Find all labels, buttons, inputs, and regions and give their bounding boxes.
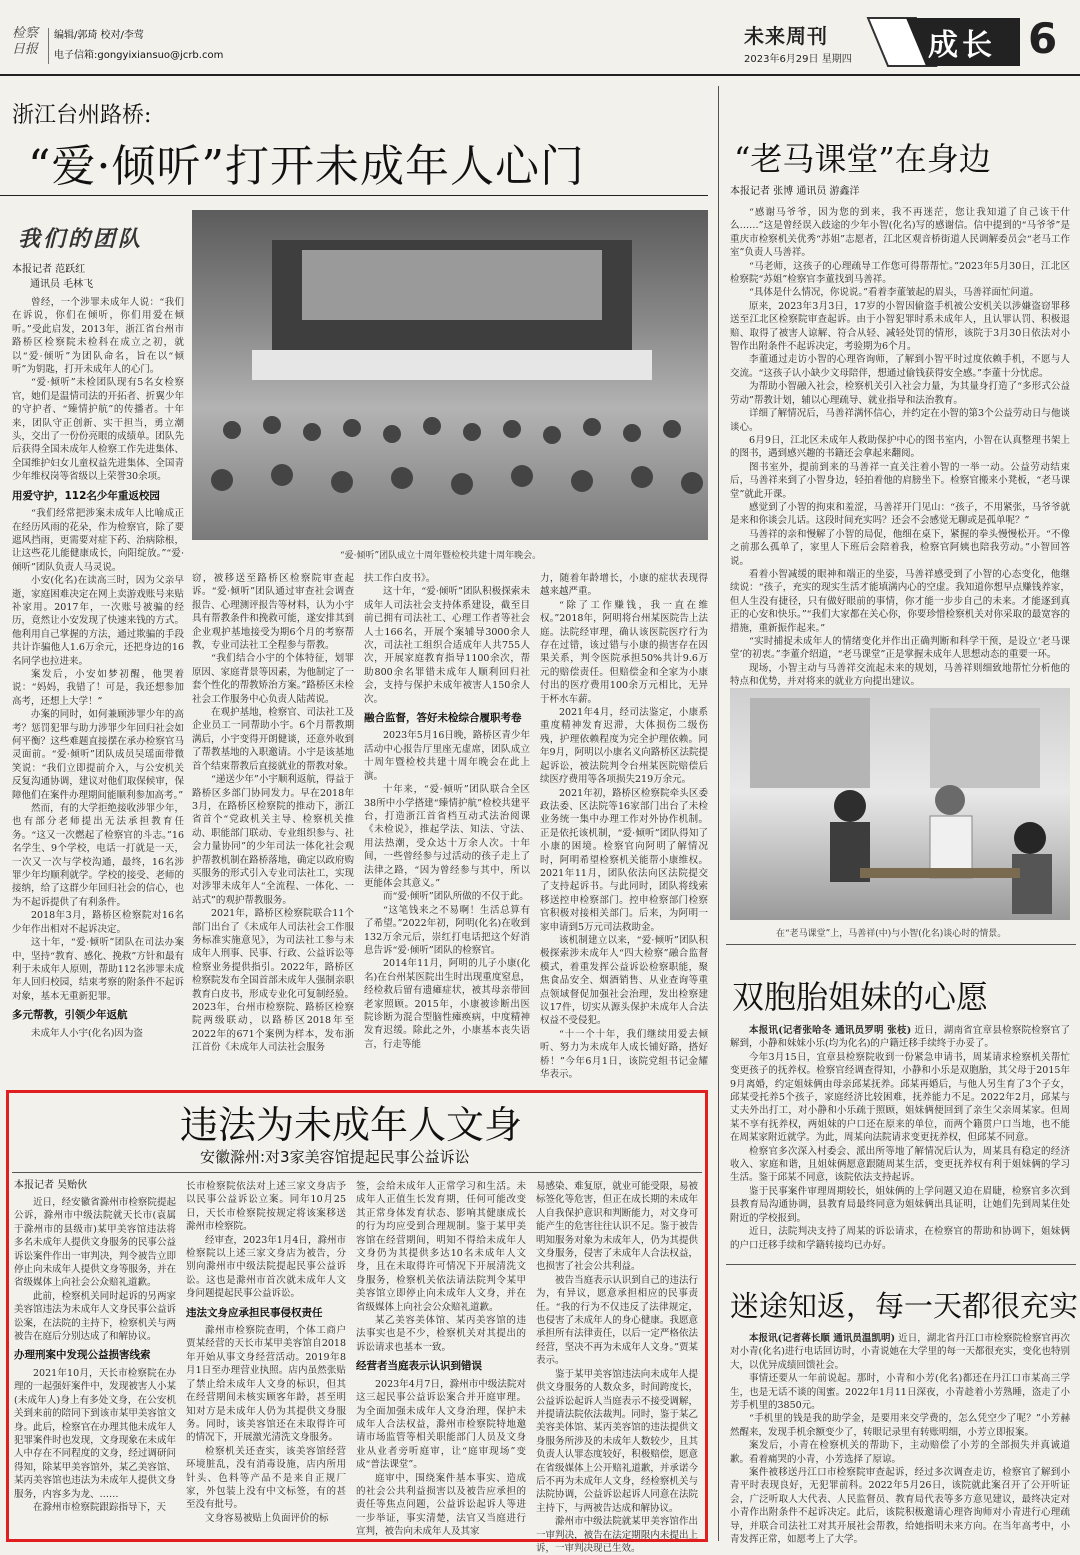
paragraph: 原来，2023年3月3日，17岁的小智因偷盗手机被公安机关以涉嫌盗窃罪移送至江北区检察院审查起诉。由于小智犯罪时系未成年人，且认罪认罚、积极退赔、取得了被害人谅解、符合从轻、减轻处罚的情形，该院于3月30日依法对小智作出附条件不起诉决定，考验期为6个月。 [730,300,1070,353]
lost-byline: 本报讯(记者蒋长顺 通讯员温凯明) [749,1333,896,1344]
lead-byline [12,262,93,292]
paragraph: 庭审中，围绕案件基本事实、造成的社会公共利益损害以及被告应承担的责任等焦点问题，公益诉讼起诉人等进一步举证，事实清楚，法官又当庭进行宣判，被告向未成年人及其家 [356,1472,526,1538]
feature-subhead-1: 办理刑案中发现公益损害线索 [14,1349,151,1362]
paragraph [730,1024,1070,1051]
paragraph: 经审查，2023年1月4日，滁州市检察院以上述三家文身店为被告，分别向滁州市中级法院提起民事公益诉讼。这也是滁州市首次就未成年人文身问题提起民事公益诉讼。 [186,1234,346,1300]
paragraph: 2014年11月，阿明的儿子小康(化名)在台州某医院出生时出现重度窒息，经检救后留有遗瘫症状，被其母亲带回老家照顾。2015年，小康被诊断出医院诊断为混合型脑性瘫痪病，中度精神发育迟缓。除此之外，小康基本丧失语言，行走等能 [364,958,530,1050]
lead-photo-caption: “爱·倾听”团队成立十周年暨检校共建十周年晚会。 [340,551,542,561]
paragraph: 签，会给未成年人正常学习和生活。未成年人正值生长发育期，任何可能改变其正常身体发育状态、影响其健康成长的行为均应受到合理规制。鉴于某甲美容馆在经营期间，明知不得给未成年人文身仍为其提供多达10名未成年人文身，且在未取得许可情况下开展清洗文身服务，检察机关依法请法院判令某甲美容馆立即停止向未成年人文身，并在省级媒体上向社会公众赔礼道歉。 [356,1181,526,1313]
feature-col2 [186,1180,346,1536]
lost-lead: 近日，湖北省丹江口市检察院检察官再次对小青(化名)进行电话回访时，小青说她在大学里的每一天都很充实，变化也特别大，以优异成绩回馈社会。 [730,1333,1070,1371]
feature-col3 [356,1180,526,1536]
paragraph: 长市检察院依法对上述三家文身店予以民事公益诉讼立案。同年10月25日，天长市检察院按规定将该案移送滁州市检察院。 [186,1181,346,1233]
lead-photo-scene [192,210,708,540]
feature-col1 [14,1196,176,1536]
paragraph: 此前，检察机关同时起诉的另两家美容馆违法为未成年人文身民事公益诉讼案，在法院的主持下，检察机关与两被告在庭后分别达成了和解协议。 [14,1290,176,1343]
masthead-divider [48,28,49,64]
paragraph: 2021年初，路桥区检察院牵头区委政法委、区法院等16家部门出台了未检业务统一集中办理工作对外协作机制。正是依托该机制，“爱·倾听”团队得知了小康的困境。检察官向阿明了解情况时，阿明希望检察机关能帮小康维权。2021年11月，团队依法向区法院提交了支持起诉书。与此同时，团队将线索移送控申检察部门。控申检察部门检察官积极对接相关部门。后来，为阿明一家申请到5万元司法救助金。 [540,787,708,933]
paragraph: 2021年10月，天长市检察院在办理的一起强奸案件中，发现被害人小某(未成年人)身上有多处文身，在公安机关到来前的陪同下到该市某甲美容馆文身。此后，检察官在办理其他未成年人犯罪案件时也发现，文身现象在未成年人中存在不同程度的文身，经过调研问得知，除某甲美容馆外，某乙美容馆、某丙美容馆也违法为未成年人提供文身服务，内容多为龙、…… [14,1367,176,1500]
paragraph: 力，随着年龄增长，小康的症状表现得越来越严重。 [540,573,708,598]
logo-top: 检察 [12,26,39,41]
paragraph: “爱·倾听”未检团队现有5名女检察官，她们是温情司法的开拓者、折翼少年的守护者、“臻情护航”的传播者。十年来，团队守正创新、实干担当，勇立潮头，交出了一份份亮眼的成绩单。团队先后获得全国未成年人检察工作先进集体、全国维护妇女儿童权益先进集体、全国青少年维权岗等省级以上荣誉30余项。 [12,377,184,483]
paragraph: “我们经常把涉案未成年人比喻成正在经历风雨的花朵，作为检察官，除了要遮风挡雨，更需要对症下药、治病除根，让这些花儿能健康成长，向阳绽放。”“爱·倾听”团队负责人马灵说。 [12,508,184,573]
feature-subhead-3: 经营者当庭表示认识到错误 [356,1360,482,1373]
paragraph: “实时捕捉未成年人的情绪变化并作出正确判断和科学干预，是设立‘老马课堂’的初衷。”李董介绍道，“老马课堂”正是掌握未成年人思想动态的重要一环。 [730,636,1070,661]
paragraph: 2018年3月，路桥区检察院对16名少年作出相对不起诉决定。 [12,910,184,935]
feature-headline: 违法为未成年人文身 [180,1103,523,1147]
paragraph: 马善祥的亲和慢解了小智的局促，他细在桌下，紧握的拳头慢慢松开。“不像之前那么孤单了，家里人下班后会陪着我，检察官阿姨也陪我劳动。”小智回答说。 [730,528,1070,567]
paragraph: 被告当庭表示认识到自己的违法行为，有异议，愿意承担相应的民事责任。“我的行为不仅违反了法律规定，也侵害了未成年人的身心健康。我愿意承担所有法律责任，以后一定严格依法经营，坚决不再为未成年人文身。”贾某表示。 [536,1274,698,1367]
lead-subhead-1: 用爱守护，112名少年重返校园 [12,489,160,502]
paragraph: 检察机关还查实，该美容馆经营环境脏乱，没有消毒设施，店内所用针头、色料等产品不是来自正规厂家，外包装上没有中文标签，有的甚至没有批号。 [186,1445,346,1511]
paragraph: 该机制建立以来，“爱·倾听”团队积极探索涉未成年人“四大检察”融合监督模式，着重发挥公益诉讼检察职能，聚焦食品安全、烟酒销售、从业查询等重点领域督促加强社会治理，发出检察建议17件，切实从源头保护未成年人合法权益不受侵犯。 [540,934,708,1027]
paragraph: 办案的同时，如何兼顾涉罪少年的高考？惩罚犯罪与助力涉罪少年回归社会如何平衡？这些难题直接摆在承办检察官马灵面前。“爱·倾听”团队成员吴瑶面带微笑说：“我们立即提前介入，与公安机关反复沟通协调，建议对他们取保候审，保障他们在案件办理期间能顺利参加高考。” [12,709,184,801]
issue-date: 2023年6月29日 星期四 [744,54,852,65]
paragraph: 李董通过走访小智的心理咨询师，了解到小智平时过度依赖手机，不愿与人交流。“这孩子认小缺少文母陪伴，想通过偷钱获得安全感。”李董十分忧虑。 [730,354,1070,379]
paragraph: 2021年，路桥区检察院联合11个部门出台了《未成年人司法社会工作服务标准实施意见》，为司法社工参与未成年人刑事、民事、行政、公益诉讼等检察业务提供指引。2022年，路桥区检察院发布全国首部未成年人强制亲职教育白皮书，形成专业化可复制经验。2023年，台州市检察院、路桥区检察院两级联动，以路桥区2018年至2022年的671个案例为样本，发布浙江首份《未成年人司法社会服务 [192,908,354,1054]
paragraph: 详细了解情况后，马善祥满怀信心，并约定在小智的第3个公益劳动日与他谈谈心。 [730,408,1070,433]
lead-byline-1: 本报记者 范跃红 [12,264,86,275]
lead-col2 [192,572,354,1054]
paragraph: “手机里的钱是我的助学金，是要用来交学费的，怎么凭空少了呢？”小芳赫然醒来，发现手机余额变少了，转眼记录里有转账明细，小芳立即报案。 [730,1413,1070,1438]
paragraph: 然而，有的大学拒绝接收涉罪少年，也有部分老师提出无法承担教育任务。“这又一次燃起了检察官的斗志。”16名学生、9个学校，电话一打就是一天，一次又一次与学校沟通，最终，16名涉罪少年均顺利就学。学校的接受、老师的接纳，给了这群少年回归社会的信心，也为不起诉提供了有利条件。 [12,803,184,908]
paragraph: 感觉到了小智的拘束和羞涩，马善祥开门见山：“孩子，不用紧张，马爷爷就是来和你谈会儿话。这段时间充实吗？还会不会感觉无聊或是孤单呢？” [730,501,1070,527]
paragraph: 在观护基地，检察官、司法社工及企业员工一同帮助小宇。6个月帮教期满后，小宇变得开朗健谈，还意外收到了帮教基地的入职邀请。小宇是该基地首个结束帮教后直接就业的帮教对象。 [192,707,354,772]
paragraph: 曾经，一个涉罪未成年人说：“我们在诉说，你们在倾听，你们用爱在倾听。”受此启发，2013年，浙江省台州市路桥区检察院未检科在成立之初，就以“爱·倾听”为团队命名，旨在以“倾听”为钥匙，打开未成年人的心门。 [12,297,184,376]
paragraph: 检察官多次深入村委会、派出所等地了解情况后认为，周某具有稳定的经济收入、家庭和谐，且姐妹俩愿意跟随周某生活，变更抚养权有利于姐妹俩的学习生活。鉴于邱某不同意，该院依法支持起诉。 [730,1145,1070,1184]
paragraph: 未成年人小宇(化名)因为盗 [31,1027,143,1039]
lost-headline: 迷途知返，每一天都很充实 [730,1289,1079,1323]
twins-byline: 本报讯(记者张哈冬 通讯员罗明 张枝) [749,1025,912,1036]
paragraph: “递送少年”小宇顺利返航，得益于路桥区多部门协同发力。早在2018年3月，在路桥区检察院的推动下，浙江省首个“党政机关主导、检察机关推动、职能部门联动、专业组织参与、社会力量协同”的少年司法一体化社会观护帮教机制在路桥落地，确定以政府购买服务的形式引入专业司法社工，实现对涉罪未成年人“全流程、一体化、一站式”的观护帮教服务。 [192,774,354,906]
twins-lead: 近日，湖南省宜章县检察院检察官了解到，小静和妹妹小乐(均为化名)的户籍迁移手续终于办妥了。 [730,1025,1070,1050]
paragraph: 鉴于民事案件审理周期较长，姐妹俩的上学问题又迫在眉睫，检察官多次到县教育局沟通协调，县教育局最终同意为姐妹俩出具证明，让她们先到周某住处附近的学校报到。 [730,1185,1070,1224]
paragraph: “我们结合小宇的个体特征，划罪原因、家庭背景等因素，为他制定了一套个性化的帮教矫治方案。”路桥区未检社会工作服务中心负责人陆茜说。 [192,653,354,705]
feature-byline: 本报记者 吴贻伙 [14,1180,88,1191]
paragraph: 这十年，“爱·倾听”团队积极探索未成年人司法社会支持体系建设，截至目前已拥有司法社工、心理工作者等社会人士166名，开展个案辅导3000余人次，司法社工组织合适成年人共755人次，开展家庭教育指导1100余次，帮助800余名罪错未成年人顺利回归社会，支持与保护未成年被害人150余人次。 [364,586,530,705]
lead-kicker: 浙江台州路桥: [12,103,152,128]
logo-bottom: 日报 [12,42,39,57]
column-separator [718,86,719,1541]
section-title: 未来周刊 [744,24,828,48]
oldma-photo-caption: 在“老马课堂”上，马善祥(中)与小智(化名)谈心时的情景。 [776,929,1007,939]
oldma-rule [726,944,1076,945]
paragraph: “这笔钱来之不易啊！生活总算有了希望。”2022年初，阿明(化名)在收到132万余元后，崇红打电话把这个好消息告诉“爱·倾听”团队的检察官。 [364,904,530,956]
paragraph: 案发后，小青在检察机关的帮助下，主动赔偿了小芳的全部损失并真诚道歉。看着痛哭的小青，小芳选择了原谅。 [730,1440,1070,1465]
lead-photo [192,210,708,540]
paragraph: 图书室外，提前到来的马善祥一直关注着小智的一举一动。公益劳动结束后，马善祥来到了小智身边，轻拍着他的肩膀坐下。检察官搬来小凳板，“老马课堂”就此开课。 [730,461,1070,500]
paragraph: 6月9日，江北区未成年人救助保护中心的图书室内，小智在认真整理书架上的图书，遇到感兴趣的书籍还会拿起来翻阅。 [730,434,1070,460]
paragraph: 事情还要从一年前说起。那时，小青和小芳(化名)都还在丹江口市某高三学生，也是无话不谈的闺蜜。2022年1月11日深夜，小青趁着小芳熟睡，盗走了小芳手机里的3850元。 [730,1373,1070,1412]
oldma-headline: “老马课堂”在身边 [734,140,991,178]
paragraph: “马老师，这孩子的心理疏导工作您可得帮帮忙。”2023年5月30日，江北区检察院“苏姐”检察官李董找到马善祥。 [730,260,1070,286]
section-name: 成长 [928,28,996,63]
paragraph: 窃，被移送至路桥区检察院审查起诉。“爱·倾听”团队通过审查社会调查报告、心理测评报告等材料，认为小宇具有帮教条件和挽救可能，遂安排其到企业观护基地接受为期6个月的考察帮教，专业司法社工全程参与帮教。 [192,573,354,652]
paragraph: 十年来，“爱·倾听”团队联合全区38所中小学搭建“臻情护航”检校共建平台，打造浙江首省档互动式法治阅课《未检说》，推起学法、知法、守法、用法热潮，受众达十万余人次。十年间，一些曾经参与过活动的孩子走上了法律之路，“因为曾经参与其中，所以更能体会其意义。” [364,784,530,889]
editors: 编辑/郭琦 校对/李莺 [54,30,144,41]
team-label: 我们的团队 [18,226,144,252]
paragraph: 这十年，“爱·倾听”团队在司法办案中，坚持“教育、感化、挽救”方针和最有利于未成年人原则，帮助112名涉罪未成年人回归校园，结束考察的附条件不起诉对象，基本无重新犯罪。 [12,937,184,1002]
oldma-body [730,206,1070,688]
paragraph: 鉴于某甲美容馆违法向未成年人提供文身服务的人数众多，时间跨度长，公益诉讼起诉人当庭表示不接受调解，并提请法院依法裁判。同时，鉴于某乙美容美体馆、某丙美容馆的违法提供文身服务所涉及的未成年人数较少，且其负责人认罪态度较好，积极赔偿，愿意在省级媒体上公开赔礼道歉，并承诺今后不再为未成年人文身，经检察机关与法院协调，公益诉讼起诉人同意在法院主持下，与两被告达成和解协议。 [536,1368,698,1514]
paragraph: 近日，经安徽省滁州市检察院提起公诉，滁州市中级法院就天长市(袁属于滁州市的县级市)某甲美容馆违法将多名未成年人提供文身服务的民事公益诉讼案件作出一审判决，判令被告立即停止向未成年人提供文身等服务，并在省级媒体上向社会公众赔礼道歉。 [14,1197,176,1289]
twins-rule [726,1264,1076,1265]
feature-subhead-2: 违法文身应承担民事侵权责任 [186,1306,323,1319]
twins-body [730,1024,1070,1256]
paragraph: 为帮助小智融入社会，检察机关引入社会力量，为其量身打造了“多形式公益劳动”帮教计划，辅以心理疏导、就业指导和法治教育。 [730,381,1070,406]
feature-subhead: 安徽滁州:对3家美容馆提起民事公益诉讼 [200,1148,470,1166]
paragraph: 2021年4月，经司法鉴定，小康系重度精神发育迟滞，大体损伤二级伤残，护理依赖程度为完全护理依赖。同年9月，阿明以小康名义向路桥区法院提起诉讼，被法院判令台州某医院赔偿后续医疗费用等各项损失219万余元。 [540,707,708,786]
lead-col3 [364,572,530,1050]
email: 电子信箱:gongyixiansuo@jcrb.com [54,50,224,61]
lead-rule [0,195,708,196]
paragraph: 文身容易被贴上负面评价的标 [205,1512,329,1524]
lead-col4 [540,572,708,1081]
oldma-photo [730,688,1070,920]
masthead [0,0,1080,78]
paragraph: “感谢马爷爷，因为您的到来，我不再迷茫，您让我知道了自己该干什么……”这是曾经误入歧途的少年小智(化名)写的感谢信。信中提到的“马爷爷”是重庆市检察机关优秀“苏姐”志愿者，江北区观音桥街道人民调解委员会“老马工作室”负责人马善祥。 [730,207,1070,259]
oldma-byline: 本报记者 张博 通讯员 游鑫洋 [730,186,860,197]
lead-subhead-2: 多元帮教，引领少年返航 [12,1009,128,1022]
lead-headline: “爱·倾听”打开未成年人心门 [28,141,585,192]
paragraph: 今年3月15日，宜章县检察院收到一份紧急申请书，周某请求检察机关帮忙变更孩子的抚养权。检察官经调查得知，小静和小乐是双胞胎，其父母于2015年9月离婚，约定姐妹俩由母亲邱某抚养。邱某再婚后，与他人另生育了3个子女，邱某受托养5个孩子，家庭经济比较困难，抚养能力不足。2022年2月，邱某与丈夫外出打工，对小静和小乐疏于照顾，姐妹俩便回到了亲生父亲周某家。但周某不享有抚养权，两姐妹的户口还在原来的单位，而两个籍贯户口当地，也不能在周某家附近就学。为此，周某向法院请求变更抚养权，但邱某不同意。 [730,1051,1070,1144]
logo [12,26,44,60]
lead-byline-2: 通讯员 毛林飞 [30,279,94,290]
paragraph: 近日，法院判决支持了周某的诉讼请求，在检察官的帮助和协调下，姐妹俩的户口迁移手续和学籍转接均已办好。 [730,1226,1070,1251]
feature-col4 [536,1180,698,1554]
paragraph [730,1332,1070,1372]
page-number: 6 [1028,14,1058,63]
paragraph: 而“爱·倾听”团队所做的不仅于此。 [383,891,529,903]
paragraph: 案件被移送丹江口市检察院审查起诉，经过多次调查走访，检察官了解到小青平时表现良好，无犯罪前科。2022年5月26日，该院就此案召开了公开听证会，广泛听取人大代表、人民监督员、教育局代表等多方意见建议，最终决定对小青作出附条件不起诉决定。此后，该院积极邀请心理咨询师对小青进行心理疏导，并联合司法社工对其开展社会帮教，给她指明未来方向。在当年高考中，小青发挥正常，如愿考上了大学。 [730,1467,1070,1546]
feature-rule [12,1172,702,1173]
paragraph: 扶工作白皮书》。 [364,573,436,584]
paragraph: 案发后，小安如梦初醒，他哭着说：“妈妈，我错了！可是，我还想参加高考，还想上大学！” [12,668,184,707]
paragraph: 某乙美容美体馆、某丙美容馆的违法事实也是不少，检察机关对其提出的诉讼请求也基本一致。 [356,1315,526,1353]
paragraph: “具体是什么情况，你说说。”看着李董皱起的眉头，马善祥面忙问道。 [749,287,1039,299]
lead-subhead-3: 融合监督，答好未检综合履职考卷 [364,712,522,725]
paragraph: “十一个十年，我们继续用爱去倾听、努力为未成年人成长铺好路，搭好桥！”今年6月1日，该院党组书记金耀华表示。 [540,1028,708,1081]
paragraph: 易感染、难复原，就业可能受限，易被标签化等危害，但正在成长期的未成年人自我保护意识和判断能力，对文身可能产生的危害往往认识不足。鉴于被告明知服务对象为未成年人，仍为其提供文身服务，侵害了未成年人合法权益，也损害了社会公共利益。 [536,1181,698,1273]
paragraph: 看着小智减缓的眼神和端正的坐姿，马善祥感受到了小智的心态变化，他继续说：“孩子，充实的现实生活才能填满内心的空虚。我知道你想早点赚钱养家，但人生没有捷径，只有做好眼前的事情，你才能一步步自己的未来。才能逐到真正的心安和快乐。”“我们大家都在关心你，你要珍惜检察机关对你采取的最宽容的措施，重新振作起来。” [730,568,1070,634]
paragraph: 2023年5月16日晚，路桥区青少年活动中心报告厅里座无虚席，团队成立十周年暨检校共建十周年晚会在此上演。 [364,730,530,782]
paragraph: 现场，小智主动与马善祥交流起未来的规划，马善祥则细致地帮忙分析他的特点和优势，并对将来的就业方向提出建议。 [730,662,1070,688]
paragraph: 滁州市检察院查明，个体工商户贾某经营的天长市某甲美容馆自2018年开始从事文身经营活动。2019年8月1日至办理营业执照。店内虽然张贴了禁止给未成年人文身的标识，但其在经营期间未核实顾客年龄，甚至明知对方是未成年人仍为其提供文身服务。同时，该美容馆还在未取得许可的情况下，开展激光清洗文身服务。 [186,1325,346,1444]
paragraph: 滁州市中级法院就某甲美容馆作出一审判决，被告在法定期限内未提出上诉，一审判决现已生效。 [536,1516,698,1554]
masthead-rule [0,74,1080,76]
paragraph: 小安(化名)在读高三时，因为父亲早逝，家庭困难决定在网上卖游戏账号来贴补家用。2017年，一次账号被骗的经历，竟然让小安发现了快速来钱的方式。他利用自己掌握的方法，通过欺骗的手段共计诈骗他人1.6万余元，还把身边的16名同学也拉进来。 [12,575,184,667]
lost-body [730,1332,1070,1546]
oldma-photo-scene [730,688,1070,920]
paragraph: “除了工作赚钱，我一直在维权。”2018年，阿明将台州某医院告上法庭。法院经审理，确认该医院医疗行为存在过错，该过错与小康的损害存在因果关系，判令医院承担50%共计9.6万元的赔偿责任。但赔偿金和全家为小康付出的医疗费用100余万元相比，无异于杯水车薪。 [540,599,708,705]
twins-headline: 双胞胎姐妹的心愿 [732,978,989,1016]
paragraph: 在滁州市检察院跟踪指导下，天 [33,1501,167,1513]
paragraph: 2023年4月7日，滁州市中级法院对这三起民事公益诉讼案合并开庭审理。为全面加强未成年人文身治理，保护未成年人合法权益，滁州市检察院特地邀请市场监管等相关职能部门人员及文身业从业者旁听庭审，让“庭审现场”变成“普法课堂”。 [356,1378,526,1471]
